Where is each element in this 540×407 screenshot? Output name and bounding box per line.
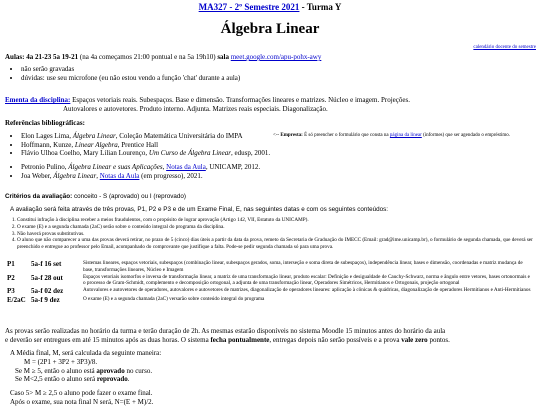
exam-date: 5a-f 9 dez: [31, 295, 60, 304]
notes-link[interactable]: Notas da Aula: [166, 163, 206, 171]
references-list-2: [5, 163, 535, 181]
references-title: Referências bibliográficas:: [5, 119, 85, 127]
loan-label: Empresta:: [280, 132, 303, 138]
grading-line-1: Se M ≥ 5, então o aluno está aprovado no curso.: [15, 366, 153, 375]
exams-paragraph-2: e deverão ser entregues em até 15 minutos após as duas horas. O sistema fecha pontualmente, entregas depois não serão possíveis e a prova vale zero pontos.: [5, 335, 450, 344]
list-item: 2. O exame (E) e a segunda chamada (2aC) serão sobre o conteúdo integral do programa da disciplina.: [17, 224, 535, 231]
exam-date: 5a-f 28 out: [31, 273, 63, 282]
grading-formula: M = (2P1 + 3P2 + 3P3)/8.: [24, 357, 98, 366]
list-item: • Petronio Pulino, Álgebra Linear e suas Aplicações, Notas da Aula, UNICAMP, 2012.: [21, 163, 535, 172]
grading-line-2: Se M<2,5 então o aluno será reprovado.: [15, 375, 130, 384]
classes-section: [5, 53, 535, 82]
page-title: Álgebra Linear: [220, 21, 320, 37]
grading-intro: A Média final, M, será calculada da seguinte maneira:: [10, 349, 162, 357]
schedule-table: [5, 260, 535, 305]
classes-bullets: [5, 65, 535, 83]
arrow-left-icon: <--: [273, 132, 280, 138]
classes-times: 4a 21-23 5a 19-21: [26, 53, 79, 61]
meet-link[interactable]: meet.google.com/apu-pohx-awy: [230, 53, 322, 61]
grading-section: [5, 349, 540, 407]
exam-label: P3: [7, 287, 15, 295]
loan-link[interactable]: página da linear: [389, 132, 422, 138]
exam-content: O exame (E) e a segunda chamada (2aC) versarão sobre conteúdo integral do programa: [83, 295, 265, 302]
syllabus-text-2: Autovalores e autovetores. Produto interno. Adjunta. Matrizes reais especiais. Diagonalização.: [63, 104, 328, 113]
exams-paragraph-1: As provas serão realizadas no horário da turma e terão duração de 2h. As mesmas estarão disponíveis no sistema Moodle 15 minutos antes do horário da aula: [5, 327, 446, 335]
course-header: [0, 2, 540, 13]
syllabus-link[interactable]: Ementa da disciplina:: [5, 96, 71, 104]
list-item: • Elon Lages Lima, Álgebra Linear, Coleção Matemática Universitária do IMPA: [21, 132, 535, 141]
table-row: [5, 274, 535, 288]
rules-list: [5, 217, 535, 251]
room-label: sala: [217, 53, 229, 61]
list-item: • Hoffmann, Kunze, Linear Algebra, Prentice Hall: [21, 141, 535, 150]
exam-date: 5a-f 02 dez: [31, 287, 64, 295]
notes-link[interactable]: Notas da Aula: [99, 171, 140, 180]
exam-date: 5a-f 16 set: [31, 260, 62, 268]
loan-note: <-- Empresta: É só preencher o formulário que consta na página da linear (informes) que ser agendado o empréstimo.: [273, 132, 510, 138]
list-item: 1. Constitui infração à disciplina receber a meios fraudulentos, com o propósito de lograr aprovação (Artigo 142, VII, Estatuto da UNICAMP).: [17, 217, 535, 224]
calendar-link[interactable]: calendário docente do semestre: [473, 45, 536, 50]
exam-content: Espaços vetoriais isomorfos e inversa de transformação linear, a matriz de uma transformação linear, produto escalar: Definição e desigualdade de Cauchy-Schwarz, norma e ângulo entre vetores, bases ortonormais e o processo de Gram-Schmidt, complemento e decomposição ortogonal, a adjunta de uma transformação linear, Operadores Simétricos, Hermitianos e Ortogonais, projeção ortogonal: [83, 273, 530, 287]
table-row: [5, 260, 535, 274]
grading-line-4: Após o exame, sua nota final N será, N=(E + M)/2.: [10, 397, 154, 406]
course-suffix: - Turma Y: [299, 2, 342, 12]
table-row: [5, 296, 535, 305]
grading-line-3: Caso 5> M ≥ 2,5 o aluno pode fazer o exame final.: [10, 389, 153, 397]
schedule-section: [5, 260, 535, 305]
list-item: • não serão gravadas: [21, 65, 535, 74]
rules-section: [5, 217, 535, 251]
table-row: [5, 287, 535, 296]
course-link[interactable]: MA327 - 2º Semestre 2021: [198, 2, 300, 12]
exam-label: P2: [7, 273, 15, 282]
criteria-section: [5, 193, 535, 214]
list-item: • Flávio Ulhoa Coelho, Mary Lilian Lourenço, Um Curso de Álgebra Linear, edusp, 2001.: [21, 149, 535, 158]
list-item: • dúvidas: use seu microfone (eu não estou vendo a função 'chat' durante a aula): [21, 74, 535, 83]
exam-label: E/2aC: [7, 295, 26, 304]
syllabus-text-1: Espaços vetoriais reais. Subespaços. Base e dimensão. Transformações lineares e matrizes. Núcleo e imagem. Projeções.: [72, 96, 410, 104]
classes-line: [5, 53, 535, 62]
classes-label: Aulas:: [5, 53, 25, 61]
list-item: 3. Não haverá provas substitutivas.: [17, 231, 535, 238]
list-item: • Joa Weber, Álgebra Linear, Notas da Aula (em progresso), 2021.: [21, 172, 535, 181]
classes-note: (na 4a começamos 21:00 pontual e na 5a 19h10): [79, 53, 216, 61]
syllabus-section: [5, 96, 535, 114]
criteria-intro: A avaliação será feita através de três provas, P1, P2 e P3 e de um Exame Final, E, nas seguintes datas e com os seguintes conteúdos:: [10, 205, 389, 213]
criteria-title: Critérios da avaliação:: [5, 193, 73, 200]
criteria-subtitle: conceito - S (aprovado) ou I (reprovado): [73, 193, 186, 200]
exam-content: Sistemas lineares, espaços vetoriais, subespaços (combinação linear, subespaços gerados, soma, interseção e soma direta de subespaços), independência linear, bases e dimensão, coordenadas e matriz mudança de base, transformações lineares, Núcleo e Imagem: [83, 260, 523, 273]
references-section: [5, 119, 535, 181]
list-item: 4. O aluno que não comparecer a uma das provas deverá retirar, no prazo de 5 (cinco) dias úteis a partir da data da prova, remeto da Secretaria de Graduação do IMECC (Email: grad@ime.unicamp.br), o formulário de segunda chamada, que deverá ser preenchido e entregue ao professor pelo Email, acompanhado do comprovante que justifique a falta. Pode-se pedir segunda chamada só para uma prova.: [17, 237, 535, 251]
exam-label: P1: [7, 260, 15, 268]
exam-content: Autovalores e autovetores de operadores, autovalores e autovetores de matrizes, diagonalização de operadores lineares: aplicação à cônicas & quádricas, diagonalização de operadores Hermitianos e Anti-Hermitianos: [83, 287, 531, 293]
exams-info: [5, 327, 535, 345]
